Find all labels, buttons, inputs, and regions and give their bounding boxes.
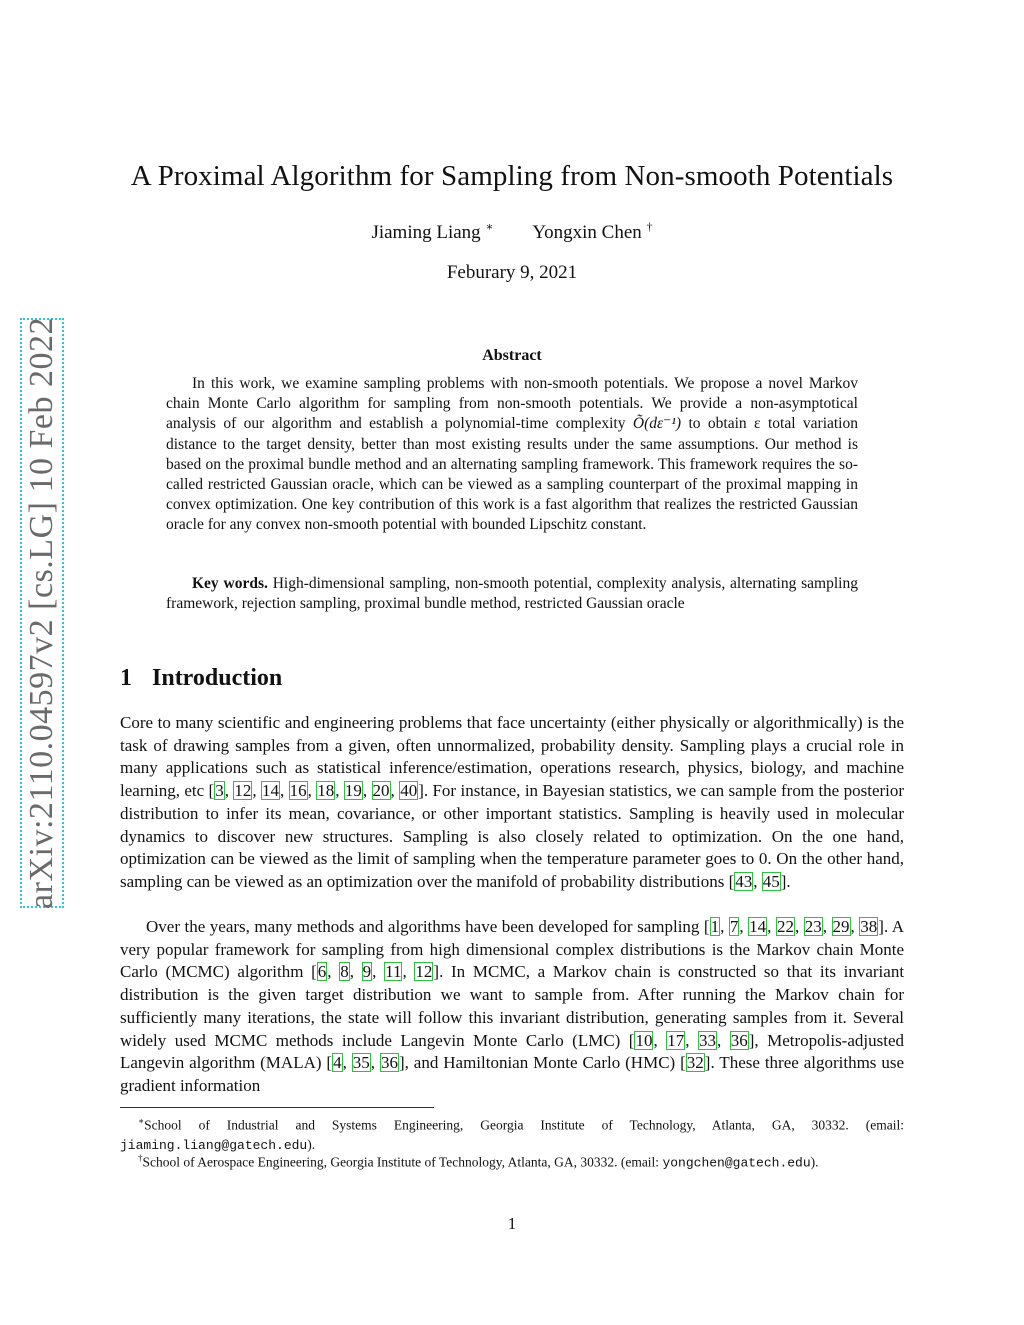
footnote-2-mark: † <box>138 1153 143 1163</box>
citation-link[interactable]: 3 <box>215 781 224 801</box>
citation-link[interactable]: 19 <box>344 781 362 801</box>
citation-link[interactable]: 17 <box>667 1030 685 1050</box>
footnote-2-end: ). <box>810 1154 819 1170</box>
citation-group <box>686 1053 705 1072</box>
footnote-2-text: School of Aerospace Engineering, Georgia Institute of Technology, Atlanta, GA, 30332. (email: <box>142 1154 663 1170</box>
author-2-footnote-mark[interactable]: † <box>646 220 653 234</box>
citation-link[interactable]: 20 <box>372 781 390 801</box>
citation-link[interactable]: 29 <box>832 917 850 936</box>
citation-link[interactable]: 11 <box>385 962 402 982</box>
keywords-label: Key words. <box>192 575 268 592</box>
p2-text-f: ]. These three algorithms use gradient information <box>120 1053 905 1095</box>
footnote-1-email[interactable]: jiaming.liang@gatech.edu <box>120 1137 308 1153</box>
p1-text-a: Core to many scientific and engineering problems that face uncertainty (either physically or algorithmically) is the task of drawing samples from a given, often unnormalized, probability density. Sampling plays a crucial role in many applications such as statistical inference/estimation, operations research, physics, biology, and machine learning, etc [ <box>120 713 904 801</box>
citation-group: 43, 45 <box>735 871 780 891</box>
section-heading <box>120 665 282 692</box>
author-2-name: Yongxin Chen <box>532 222 642 244</box>
abstract-part-1: In this work, we examine sampling problems with non-smooth potentials. We propose a novel Markov chain Monte Carlo algorithm for sampling from non-smooth potentials. We provide a non-asymptotical analysis of our algorithm and establish a polynomial-time complexity <box>166 375 858 433</box>
citation-link[interactable]: 43 <box>735 871 753 891</box>
citation-group: 1, 7, 14, 22, 23, 29, 38 <box>710 917 878 936</box>
citation-group: 4, 35, 36 <box>333 1053 398 1073</box>
complexity-formula: Õ(dε⁻¹) <box>632 415 682 433</box>
arxiv-identifier[interactable]: arXiv:2110.04597v2 [cs.LG] 10 Feb 2022 <box>23 317 61 909</box>
citation-link[interactable]: 38 <box>860 917 878 936</box>
footnote-2 <box>120 1149 904 1173</box>
citation-group: 10, 17, 33, 36 <box>635 1030 748 1050</box>
p1-text-b: ]. For instance, in Bayesian statistics, we can sample from the posterior distribution to infer its mean, covariance, or other important statistics. Sampling is heavily used in molecular dynamics to discover new structures. Sampling is also closely related to optimization. On the one hand, optimization can be viewed as the limit of sampling when the temperature parameter goes to 0. On the other hand, sampling can be viewed as an optimization over the manifold of probability distributions [ <box>120 781 905 891</box>
citation-link[interactable]: 10 <box>635 1030 653 1050</box>
citation-link[interactable]: 1 <box>710 917 720 936</box>
citation-link[interactable]: 18 <box>317 781 335 801</box>
citation-link[interactable]: 4 <box>333 1053 342 1073</box>
abstract-part-2: to obtain ε total variation distance to the target density, better than most existing results under the same assumptions. Our method is based on the proximal bundle method and an alternating sampling framework. This framework requires the so-called restricted Gaussian oracle, which can be viewed as a sampling counterpart of the proximal mapping in convex optimization. One key contribution of this work is a fast algorithm that realizes the restricted Gaussian oracle for any convex non-smooth potential with bounded Lipschitz constant. <box>166 415 858 534</box>
citation-link[interactable]: 9 <box>362 962 372 982</box>
citation-link[interactable]: 14 <box>261 781 279 801</box>
author-2 <box>532 222 652 243</box>
p2-text-a: Over the years, many methods and algorithms have been developed for sampling [ <box>146 917 710 936</box>
citation-link[interactable]: 7 <box>729 917 739 936</box>
citation-link[interactable]: 22 <box>776 917 794 936</box>
footnote-1-end: ). <box>307 1136 316 1152</box>
citation-link[interactable]: 36 <box>730 1030 748 1050</box>
footnote-2-email[interactable]: yongchen@gatech.edu <box>662 1155 811 1171</box>
citation-link[interactable]: 23 <box>804 917 822 936</box>
p2-text-c: ]. In MCMC, a Markov chain is constructed so that its invariant distribution is the given target distribution we want to sample from. After running the Markov chain for sufficiently many iterations, the state will follow this invariant distribution, generating samples from it. Several widely used MCMC methods include Langevin Monte Carlo (LMC) [ <box>120 962 905 1050</box>
citation-link[interactable]: 45 <box>762 871 780 891</box>
keywords <box>166 574 858 614</box>
citation-link[interactable]: 36 <box>380 1053 398 1073</box>
page-number: 1 <box>507 1214 517 1233</box>
citation-link[interactable]: 12 <box>234 781 252 801</box>
section-title: Introduction <box>152 665 283 691</box>
citation-link[interactable]: 33 <box>698 1030 716 1050</box>
citation-group: 6, 8, 9, 11, 12 <box>317 962 433 982</box>
abstract-heading: Abstract <box>482 347 542 364</box>
paper-date: Feburary 9, 2021 <box>446 262 578 283</box>
author-list <box>0 220 1024 244</box>
keywords-text: High-dimensional sampling, non-smooth potential, complexity analysis, alternating sampling framework, rejection sampling, proximal bundle method, restricted Gaussian oracle <box>166 575 858 613</box>
citation-group: 3, 12, 14, 16, 18, 19, 20, 40 <box>215 781 418 801</box>
paper-title: A Proximal Algorithm for Sampling from Non-smooth Potentials <box>130 160 894 192</box>
citation-link[interactable]: 6 <box>317 962 327 982</box>
author-1-footnote-mark[interactable]: ∗ <box>485 220 494 234</box>
citation-link[interactable]: 12 <box>415 962 433 982</box>
citation-link[interactable]: 14 <box>749 917 767 936</box>
citation-link[interactable]: 35 <box>352 1053 370 1073</box>
citation-link[interactable]: 40 <box>400 781 418 801</box>
footnote-divider <box>120 1107 434 1108</box>
footnote-1-text: School of Industrial and Systems Engineering, Georgia Institute of Technology, Atlanta, GA, 30332. (email: <box>144 1117 904 1133</box>
p2-text-d: ], Metropolis-adjusted Langevin algorithm (MALA) [ <box>120 1030 904 1073</box>
p2-text-e: ], and Hamiltonian Monte Carlo (HMC) [ <box>398 1053 686 1073</box>
intro-paragraph-2 <box>120 916 904 1098</box>
author-1 <box>371 222 493 243</box>
author-1-name: Jiaming Liang <box>371 222 481 244</box>
section-number: 1 <box>120 665 132 691</box>
citation-link[interactable]: 8 <box>340 962 349 982</box>
abstract-text <box>166 374 858 536</box>
p2-text-b: ]. A very popular framework for sampling from high dimensional complex distributions is the Markov chain Monte Carlo (MCMC) algorithm [ <box>120 917 905 982</box>
citation-link[interactable]: 16 <box>289 781 307 801</box>
arxiv-stamp[interactable] <box>20 318 64 908</box>
citation-link[interactable]: 32 <box>686 1053 704 1073</box>
p1-text-c: ]. <box>780 871 791 891</box>
intro-paragraph-1 <box>120 712 904 894</box>
footnote-1-mark: ∗ <box>138 1116 145 1126</box>
